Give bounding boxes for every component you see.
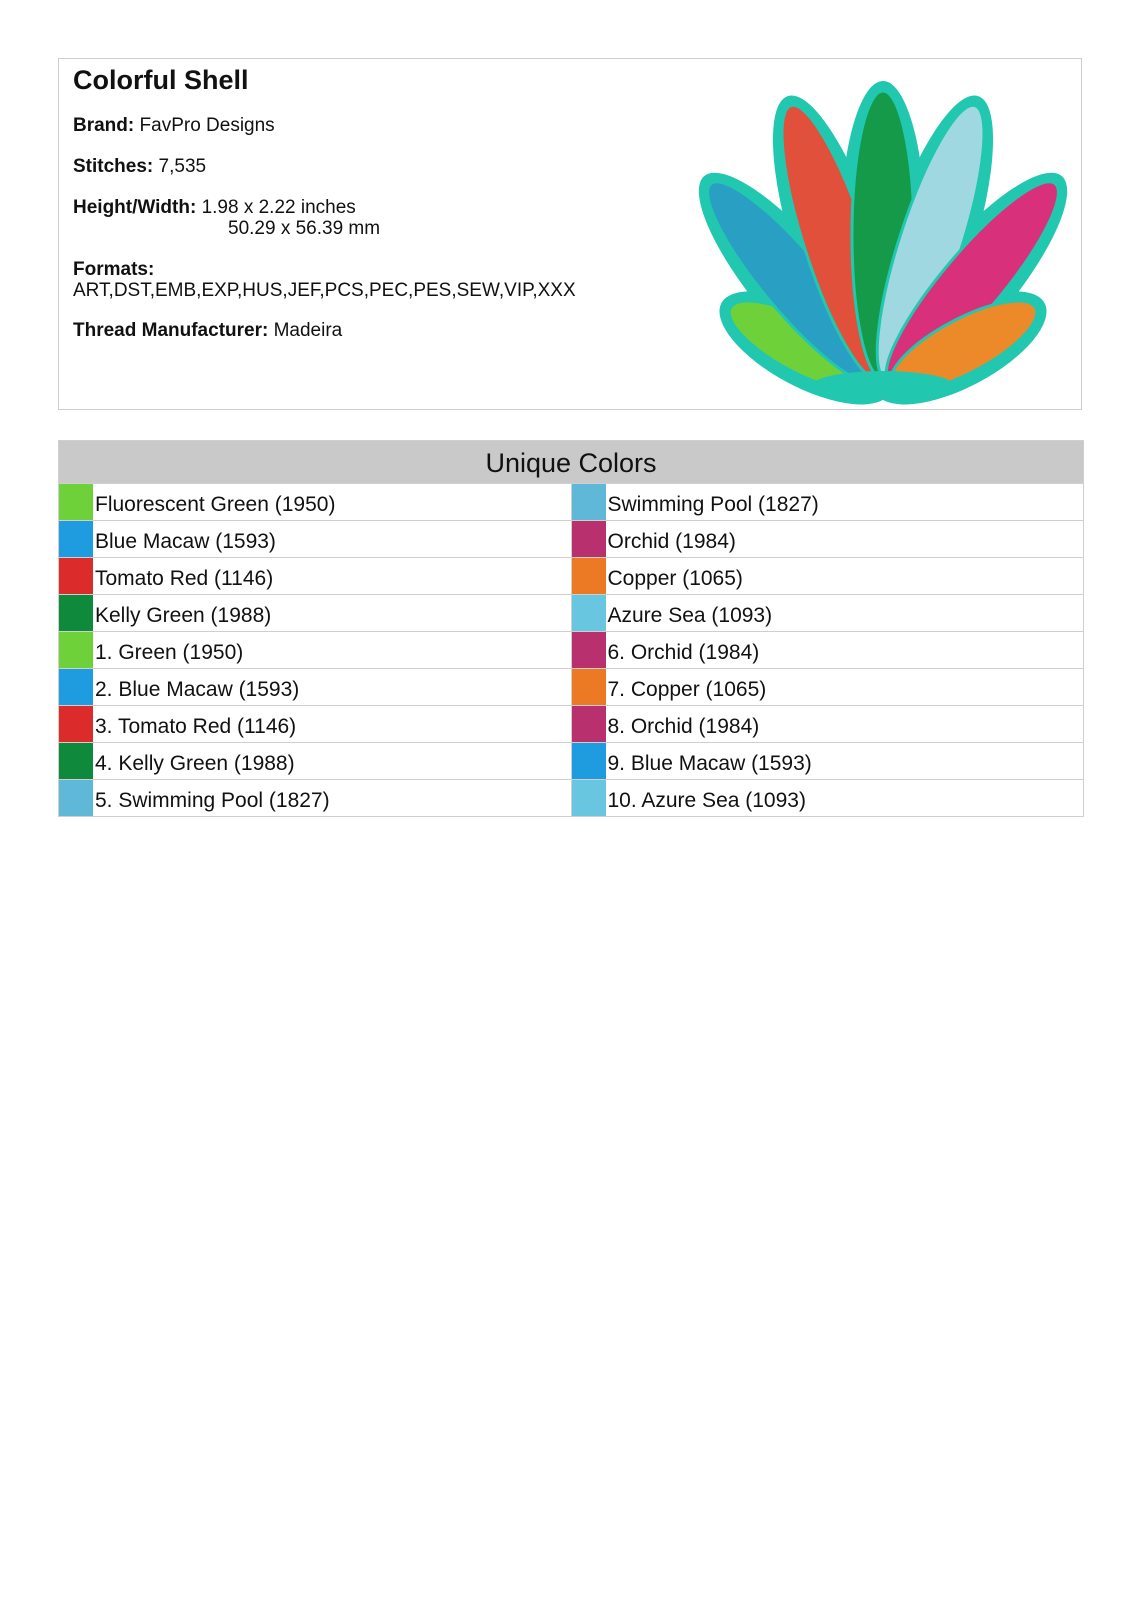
thread-value: Madeira bbox=[273, 320, 343, 341]
color-swatch bbox=[59, 780, 93, 816]
color-swatch bbox=[572, 669, 606, 705]
color-row bbox=[59, 779, 571, 816]
color-label: 8. Orchid (1984) bbox=[607, 715, 760, 738]
thread-field bbox=[73, 320, 342, 341]
brand-value: FavPro Designs bbox=[139, 115, 275, 136]
thread-label: Thread Manufacturer: bbox=[73, 320, 269, 341]
color-swatch bbox=[59, 706, 93, 742]
color-row bbox=[59, 520, 571, 557]
color-row bbox=[572, 779, 1084, 816]
color-row bbox=[572, 520, 1084, 557]
colors-column-right bbox=[571, 483, 1084, 816]
color-row bbox=[572, 594, 1084, 631]
colors-column-left bbox=[59, 483, 571, 816]
design-title: Colorful Shell bbox=[73, 65, 249, 95]
color-swatch bbox=[572, 743, 606, 779]
dimensions-field bbox=[73, 197, 381, 239]
stitches-field bbox=[73, 156, 206, 177]
color-swatch bbox=[59, 558, 93, 594]
formats-label: Formats: bbox=[73, 259, 155, 280]
shell-base bbox=[813, 371, 953, 399]
color-swatch bbox=[59, 632, 93, 668]
color-row bbox=[572, 705, 1084, 742]
color-row bbox=[572, 483, 1084, 520]
formats-field bbox=[73, 259, 576, 301]
color-swatch bbox=[572, 521, 606, 557]
color-row bbox=[572, 668, 1084, 705]
color-label: 6. Orchid (1984) bbox=[607, 641, 760, 664]
color-swatch bbox=[59, 595, 93, 631]
color-swatch bbox=[572, 558, 606, 594]
color-row bbox=[59, 742, 571, 779]
color-row bbox=[59, 631, 571, 668]
unique-colors-table bbox=[58, 440, 1084, 817]
color-label: 7. Copper (1065) bbox=[607, 678, 767, 701]
color-label: Azure Sea (1093) bbox=[607, 604, 773, 627]
formats-value: ART,DST,EMB,EXP,HUS,JEF,PCS,PEC,PES,SEW,VIP,XXX bbox=[73, 280, 576, 301]
color-label: Copper (1065) bbox=[607, 567, 743, 590]
color-label: 9. Blue Macaw (1593) bbox=[607, 752, 812, 775]
color-row bbox=[59, 594, 571, 631]
color-row bbox=[572, 742, 1084, 779]
color-row bbox=[572, 557, 1084, 594]
color-label: Kelly Green (1988) bbox=[95, 604, 272, 627]
color-row bbox=[59, 557, 571, 594]
color-row bbox=[59, 668, 571, 705]
color-label: 5. Swimming Pool (1827) bbox=[95, 789, 330, 812]
color-label: 3. Tomato Red (1146) bbox=[95, 715, 297, 738]
color-row bbox=[572, 631, 1084, 668]
color-label: Orchid (1984) bbox=[607, 530, 736, 553]
color-row bbox=[59, 705, 571, 742]
color-swatch bbox=[572, 484, 606, 520]
color-label: Fluorescent Green (1950) bbox=[95, 493, 336, 516]
color-swatch bbox=[572, 632, 606, 668]
color-swatch bbox=[572, 595, 606, 631]
color-row bbox=[59, 483, 571, 520]
color-label: Swimming Pool (1827) bbox=[607, 493, 819, 516]
color-swatch bbox=[59, 521, 93, 557]
dimensions-mm: 50.29 x 56.39 mm bbox=[228, 218, 381, 239]
color-label: Blue Macaw (1593) bbox=[95, 530, 276, 553]
color-label: 4. Kelly Green (1988) bbox=[95, 752, 295, 775]
dimensions-inches: 1.98 x 2.22 inches bbox=[201, 197, 356, 218]
shell-embroidery-image bbox=[685, 63, 1081, 407]
brand-field bbox=[73, 115, 275, 136]
color-label: 1. Green (1950) bbox=[95, 641, 244, 664]
color-label: 2. Blue Macaw (1593) bbox=[95, 678, 300, 701]
stitches-value: 7,535 bbox=[158, 156, 207, 177]
unique-colors-header: Unique Colors bbox=[59, 441, 1083, 483]
color-swatch bbox=[59, 743, 93, 779]
stitches-label: Stitches: bbox=[73, 156, 154, 177]
color-swatch bbox=[59, 669, 93, 705]
brand-label: Brand: bbox=[73, 115, 135, 136]
color-swatch bbox=[59, 484, 93, 520]
design-info-panel bbox=[58, 58, 1082, 410]
color-label: Tomato Red (1146) bbox=[95, 567, 274, 590]
color-label: 10. Azure Sea (1093) bbox=[607, 789, 806, 812]
dimensions-label: Height/Width: bbox=[73, 197, 197, 218]
color-swatch bbox=[572, 780, 606, 816]
color-swatch bbox=[572, 706, 606, 742]
